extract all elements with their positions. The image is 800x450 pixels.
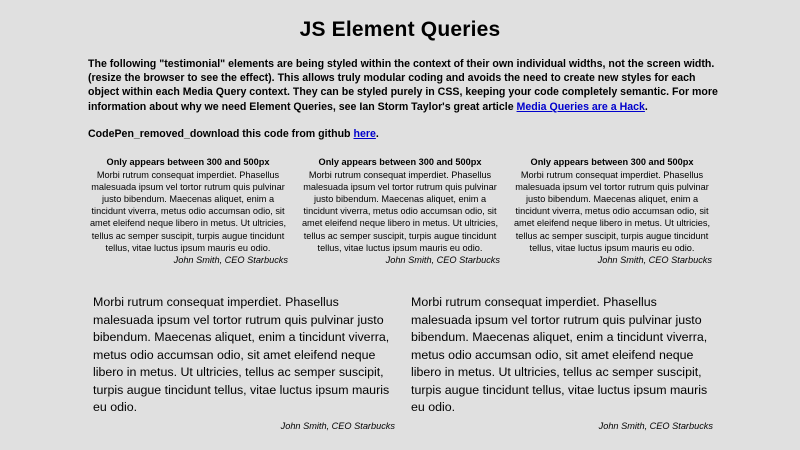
github-here-link[interactable]: here bbox=[353, 128, 376, 140]
testimonial-author: John Smith, CEO Starbucks bbox=[280, 420, 395, 431]
testimonial-quote: Morbi rutrum consequat imperdiet. Phasellus malesuada ipsum vel tortor rutrum quis pulvinar justo bibendum. Maecenas aliquet, enim a tincidunt viverra, metus odio accumsan odio, sit amet eleifend neque libero in metus. Ut ultricies, tellus ac semper suscipit, turpis augue tincidunt tellus, vitae luctus ipsum mauris eu odio. bbox=[513, 170, 711, 253]
testimonial-author: John Smith, CEO Starbucks bbox=[597, 254, 712, 265]
testimonial-small bbox=[88, 156, 288, 266]
download-text: CodePen_removed_download this code from github bbox=[88, 128, 354, 140]
testimonial-small bbox=[300, 156, 500, 266]
media-queries-hack-link[interactable]: Media Queries are a Hack bbox=[516, 100, 645, 113]
testimonial-author: John Smith, CEO Starbucks bbox=[173, 254, 288, 265]
testimonial-quote: Morbi rutrum consequat imperdiet. Phasellus malesuada ipsum vel tortor rutrum quis pulvinar justo bibendum. Maecenas aliquet, enim a tincidunt viverra, metus odio accumsan odio, sit amet eleifend neque libero in metus. Ut ultricies, tellus ac semper suscipit, turpis augue tincidunt tellus, vitae luctus ipsum mauris eu odio. bbox=[411, 295, 708, 414]
testimonial-quote: Morbi rutrum consequat imperdiet. Phasellus malesuada ipsum vel tortor rutrum quis pulvinar justo bibendum. Maecenas aliquet, enim a tincidunt viverra, metus odio accumsan odio, sit amet eleifend neque libero in metus. Ut ultricies, tellus ac semper suscipit, turpis augue tincidunt tellus, vitae luctus ipsum mauris eu odio. bbox=[89, 170, 287, 253]
page-title: JS Element Queries bbox=[299, 18, 501, 41]
width-note: Only appears between 300 and 500px bbox=[106, 157, 270, 167]
testimonial-author: John Smith, CEO Starbucks bbox=[385, 254, 500, 265]
download-end: . bbox=[375, 128, 379, 140]
testimonial-large bbox=[93, 294, 395, 432]
testimonial-author: John Smith, CEO Starbucks bbox=[598, 420, 713, 431]
small-testimonials-row bbox=[88, 156, 712, 266]
intro-text: The following "testimonial" elements are being styled within the context of their own individual widths, not the screen width. (resize the browser to see the effect). This allows truly modular coding and avoids the need to create new styles for each object within each Media Query context. They can be styled purely in CSS, keeping your code completely semantic. For more information about why we need Element Queries, see Ian Storm Taylor's great article bbox=[88, 58, 718, 113]
download-paragraph bbox=[88, 127, 379, 141]
testimonial-quote: Morbi rutrum consequat imperdiet. Phasellus malesuada ipsum vel tortor rutrum quis pulvinar justo bibendum. Maecenas aliquet, enim a tincidunt viverra, metus odio accumsan odio, sit amet eleifend neque libero in metus. Ut ultricies, tellus ac semper suscipit, turpis augue tincidunt tellus, vitae luctus ipsum mauris eu odio. bbox=[301, 170, 499, 253]
testimonial-small bbox=[512, 156, 712, 266]
width-note: Only appears between 300 and 500px bbox=[530, 157, 694, 167]
width-note: Only appears between 300 and 500px bbox=[318, 157, 482, 167]
testimonial-quote: Morbi rutrum consequat imperdiet. Phasellus malesuada ipsum vel tortor rutrum quis pulvinar justo bibendum. Maecenas aliquet, enim a tincidunt viverra, metus odio accumsan odio, sit amet eleifend neque libero in metus. Ut ultricies, tellus ac semper suscipit, turpis augue tincidunt tellus, vitae luctus ipsum mauris eu odio. bbox=[93, 295, 390, 414]
large-testimonials-row bbox=[93, 294, 713, 432]
intro-paragraph bbox=[88, 57, 728, 114]
testimonial-large bbox=[411, 294, 713, 432]
intro-end: . bbox=[644, 100, 648, 113]
